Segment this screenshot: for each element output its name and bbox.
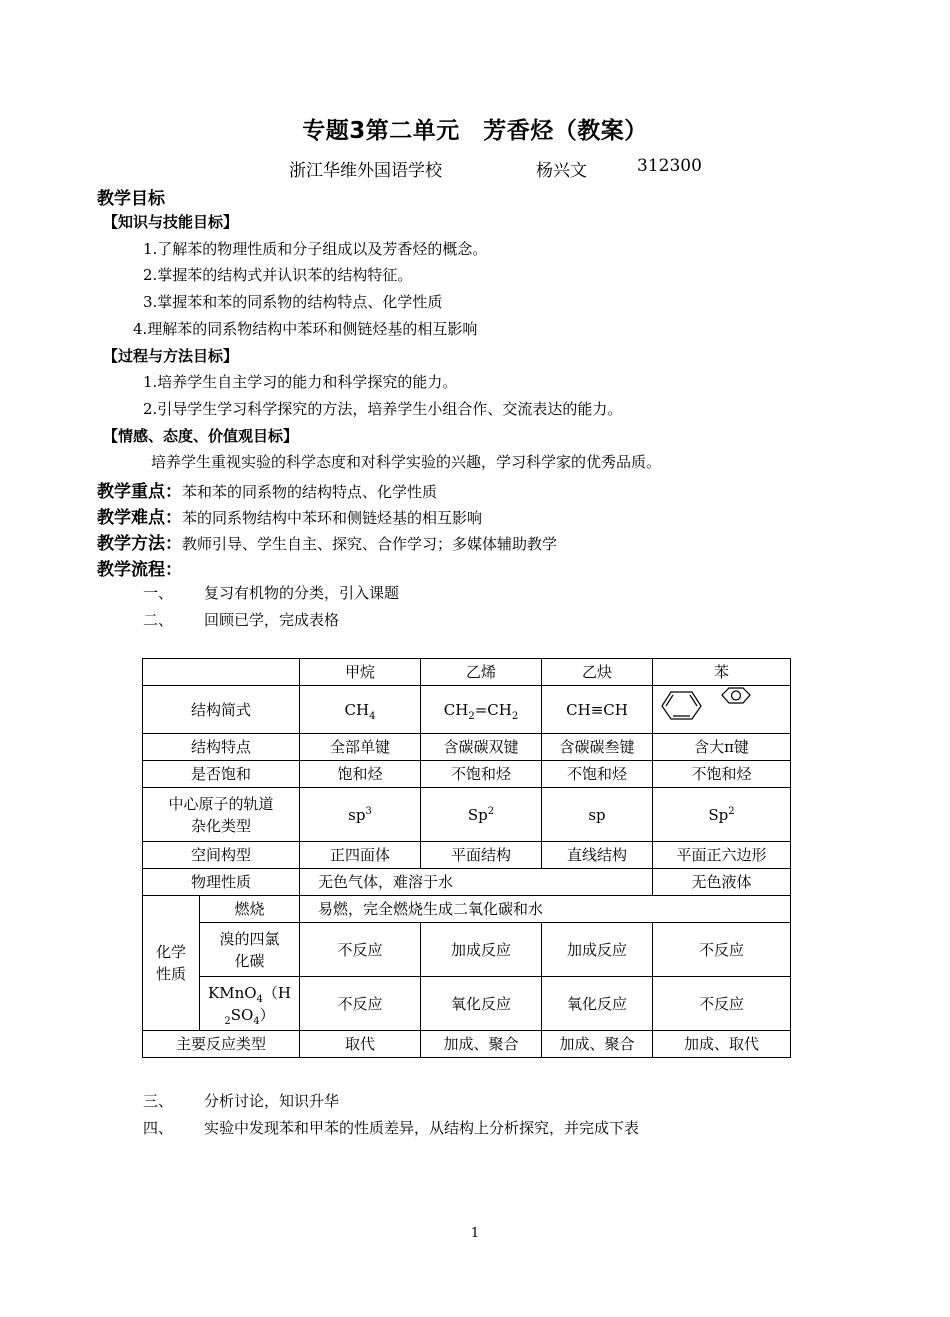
- difficulties-text: 苯的同系物结构中苯环和侧链烃基的相互影响: [182, 509, 483, 527]
- flow-step-text: 实验中发现苯和甲苯的性质差异，从结构上分析探究，并完成下表: [204, 1119, 640, 1137]
- label-line: 性质: [155, 965, 186, 983]
- hybrid-base: sp: [348, 805, 366, 824]
- hybrid-base: sp: [588, 805, 606, 824]
- header-blank-cell: [143, 659, 300, 686]
- table-cell: 不反应: [653, 923, 791, 977]
- table-cell: 加成、取代: [653, 1031, 791, 1058]
- table-row: [143, 1031, 791, 1058]
- formula-subscript: 2: [224, 1015, 231, 1027]
- table-row: [143, 977, 791, 1031]
- formula-part: SO: [230, 1005, 254, 1024]
- key-points-text: 苯和苯的同系物的结构特点、化学性质: [182, 483, 438, 501]
- table-cell: 平面结构: [421, 842, 542, 869]
- label-line: 溴的四氯: [219, 929, 280, 948]
- formula-subscript: 2: [468, 710, 475, 722]
- chem-properties-group-label: [143, 896, 200, 1031]
- flow-step-text: 回顾已学，完成表格: [204, 611, 340, 629]
- flow-label: 教学流程：: [97, 560, 182, 580]
- table-cell: 加成、聚合: [421, 1031, 542, 1058]
- table-cell: 饱和烃: [300, 761, 421, 788]
- process-item: 1.培养学生自主学习的能力和科学探究的能力。: [143, 373, 458, 391]
- formula-part: ）: [259, 1005, 275, 1024]
- formula-part: （H: [262, 983, 291, 1002]
- objectives-heading: 教学目标: [97, 189, 165, 209]
- table-cell: [542, 788, 653, 842]
- knowledge-label: 【知识与技能目标】: [103, 213, 239, 231]
- table-cell: 氧化反应: [542, 977, 653, 1031]
- row-label-hybrid: [143, 788, 300, 842]
- school-name: 浙江华维外国语学校: [289, 161, 442, 181]
- table-row: [143, 923, 791, 977]
- formula-part: =CH: [474, 700, 512, 719]
- table-cell: 不反应: [653, 977, 791, 1031]
- formula-part: KMnO: [208, 983, 257, 1002]
- process-label: 【过程与方法目标】: [103, 347, 239, 365]
- hybrid-superscript: 2: [487, 805, 495, 817]
- table-cell: 不饱和烃: [653, 761, 791, 788]
- row-label-burn: 燃烧: [200, 896, 300, 923]
- table-row: [143, 734, 791, 761]
- table-row: [143, 686, 791, 734]
- row-label-formula: 结构简式: [143, 686, 300, 734]
- page-title: 专题3第二单元 芳香烃（教案）: [302, 118, 648, 144]
- formula-subscript: 2: [511, 710, 519, 722]
- table-cell: 含碳碳双键: [421, 734, 542, 761]
- table-cell: 直线结构: [542, 842, 653, 869]
- hybrid-base: Sp: [708, 805, 729, 824]
- emotion-text: 培养学生重视实验的科学态度和对科学实验的兴趣，学习科学家的优秀品质。: [151, 453, 662, 471]
- benzene-circle-icon: [722, 688, 750, 703]
- knowledge-item: 1.了解苯的物理性质和分子组成以及芳香烃的概念。: [143, 240, 488, 258]
- methane-formula: [300, 686, 421, 734]
- benzene-kekule-icon: [659, 687, 785, 727]
- methods: [97, 529, 557, 554]
- row-label-feature: 结构特点: [143, 734, 300, 761]
- formula-subscript: 4: [253, 1015, 260, 1027]
- table-cell: 氧化反应: [421, 977, 542, 1031]
- table-header-row: [143, 659, 791, 686]
- key-points: [97, 477, 437, 502]
- school-code: 312300: [637, 156, 702, 176]
- table-cell: 取代: [300, 1031, 421, 1058]
- table-cell: 正四面体: [300, 842, 421, 869]
- row-label-saturated: 是否饱和: [143, 761, 300, 788]
- table-cell-merged: 无色气体，难溶于水: [300, 869, 653, 896]
- hybrid-superscript: 2: [728, 805, 735, 817]
- column-header-benzene: 苯: [653, 659, 791, 686]
- difficulties: [97, 503, 482, 528]
- table-row: [143, 869, 791, 896]
- table-cell: 加成反应: [542, 923, 653, 977]
- table-cell: 不饱和烃: [421, 761, 542, 788]
- emotion-label: 【情感、态度、价值观目标】: [103, 427, 299, 445]
- table-cell: 含大π键: [653, 734, 791, 761]
- formula-part: CH: [344, 700, 370, 719]
- ethylene-formula: [421, 686, 542, 734]
- formula-part: CH: [443, 700, 469, 719]
- formula-subscript: 4: [369, 710, 376, 722]
- difficulties-label: 教学难点：: [97, 508, 182, 528]
- row-label-kmno4: [200, 977, 300, 1031]
- hybrid-superscript: 3: [365, 805, 372, 817]
- table-row: [143, 896, 791, 923]
- author-name: 杨兴文: [536, 161, 587, 181]
- knowledge-item: 4.理解苯的同系物结构中苯环和侧链烃基的相互影响: [133, 320, 478, 338]
- knowledge-item: 2.掌握苯的结构式并认识苯的结构特征。: [143, 266, 413, 284]
- flow-step-number: 二、: [143, 611, 174, 629]
- hydrocarbon-comparison-table: [142, 658, 791, 1058]
- hybrid-base: Sp: [467, 805, 488, 824]
- label-line: 化碳: [234, 951, 265, 970]
- table-cell: 全部单键: [300, 734, 421, 761]
- table-cell: 平面正六边形: [653, 842, 791, 869]
- process-item: 2.引导学生学习科学探究的方法，培养学生小组合作、交流表达的能力。: [143, 400, 623, 418]
- table-cell: 无色液体: [653, 869, 791, 896]
- label-line: 化学: [155, 943, 186, 961]
- benzene-structure-cell: [653, 686, 791, 734]
- table-cell: 加成、聚合: [542, 1031, 653, 1058]
- column-header-acetylene: 乙炔: [542, 659, 653, 686]
- table-cell: [421, 788, 542, 842]
- table-row: [143, 761, 791, 788]
- table-cell: 不反应: [300, 923, 421, 977]
- key-points-label: 教学重点：: [97, 482, 182, 502]
- flow-step-text: 分析讨论，知识升华: [204, 1092, 340, 1110]
- label-line: 中心原子的轨道: [168, 794, 274, 813]
- methods-label: 教学方法：: [97, 534, 182, 554]
- acetylene-formula: CH≡CH: [542, 686, 653, 734]
- page-number: 1: [470, 1226, 480, 1241]
- row-label-physical: 物理性质: [143, 869, 300, 896]
- column-header-ethylene: 乙烯: [421, 659, 542, 686]
- flow-step-number: 一、: [143, 584, 174, 602]
- flow-step-number: 三、: [143, 1092, 174, 1110]
- label-line: 杂化类型: [190, 816, 251, 835]
- methods-text: 教师引导、学生自主、探究、合作学习；多媒体辅助教学: [182, 535, 558, 553]
- table-cell: 加成反应: [421, 923, 542, 977]
- table-cell: 不反应: [300, 977, 421, 1031]
- table-row: [143, 842, 791, 869]
- table-cell: 不饱和烃: [542, 761, 653, 788]
- row-label-bromine: [200, 923, 300, 977]
- knowledge-item: 3.掌握苯和苯的同系物的结构特点、化学性质: [143, 293, 443, 311]
- row-label-reaction: 主要反应类型: [143, 1031, 300, 1058]
- table-row: [143, 788, 791, 842]
- column-header-methane: 甲烷: [300, 659, 421, 686]
- formula-subscript: 4: [256, 993, 263, 1005]
- table-cell: [653, 788, 791, 842]
- row-label-shape: 空间构型: [143, 842, 300, 869]
- flow-step-number: 四、: [143, 1119, 174, 1137]
- table-cell-merged: 易燃，完全燃烧生成二氧化碳和水: [300, 896, 791, 923]
- flow-step-text: 复习有机物的分类，引入课题: [204, 584, 400, 602]
- table-cell: [300, 788, 421, 842]
- table-cell: 含碳碳叁键: [542, 734, 653, 761]
